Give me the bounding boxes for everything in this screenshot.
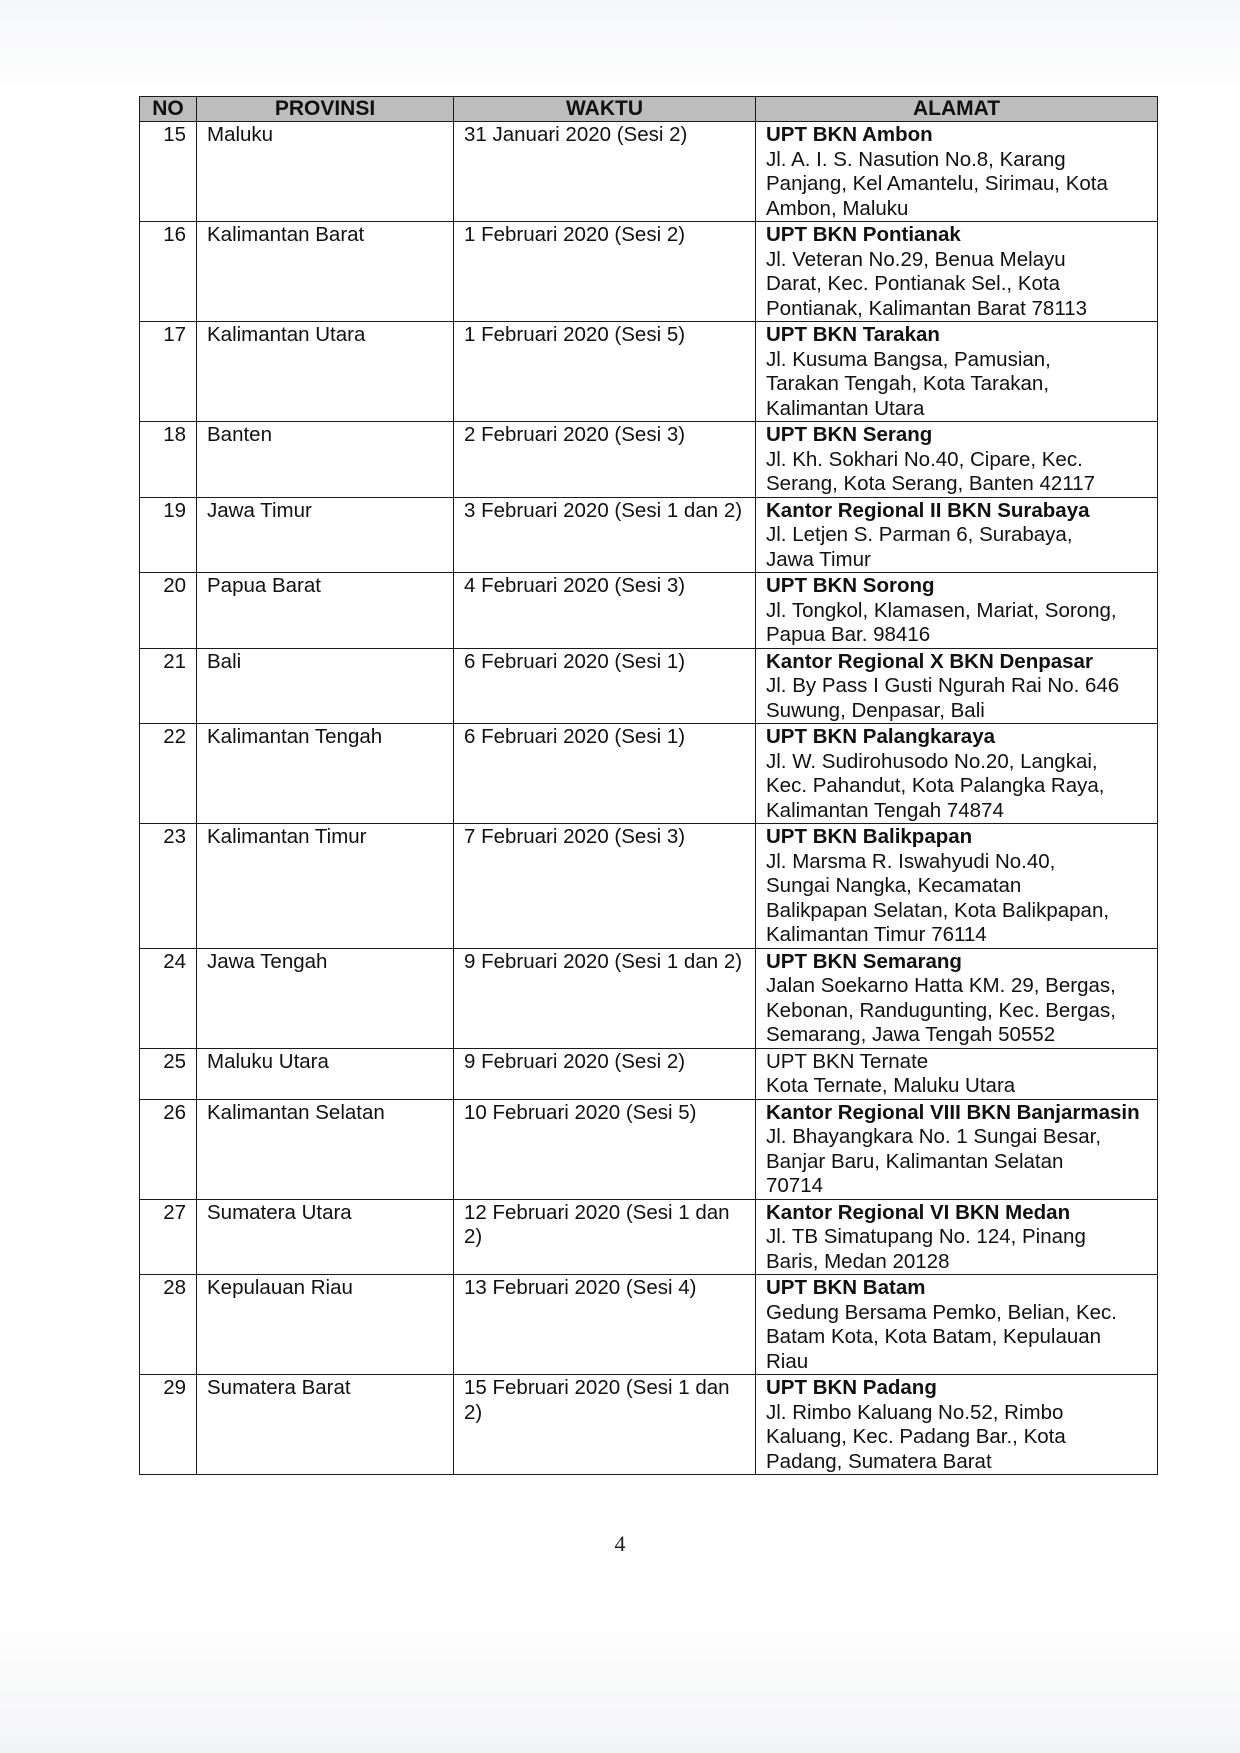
cell-waktu: 1 Februari 2020 (Sesi 5) — [454, 322, 756, 422]
cell-provinsi: Kalimantan Timur — [197, 824, 454, 949]
cell-alamat — [756, 497, 1158, 573]
table-row — [140, 222, 1158, 322]
cell-waktu: 4 Februari 2020 (Sesi 3) — [454, 573, 756, 649]
cell-alamat — [756, 648, 1158, 724]
office-name: UPT BKN Balikpapan — [766, 825, 973, 848]
cell-alamat — [756, 1375, 1158, 1475]
address-line: Kaluang, Kec. Padang Bar., Kota — [766, 1425, 1066, 1448]
page-number: 4 — [614, 1531, 626, 1556]
office-name: Kantor Regional VI BKN Medan — [766, 1200, 1071, 1224]
cell-waktu: 6 Februari 2020 (Sesi 1) — [454, 724, 756, 824]
cell-no: 21 — [140, 648, 197, 724]
address-line: Jl. Kusuma Bangsa, Pamusian, — [766, 347, 1051, 371]
table-row — [140, 573, 1158, 649]
table-row — [140, 1199, 1158, 1275]
cell-provinsi: Maluku Utara — [197, 1048, 454, 1099]
cell-alamat — [756, 1099, 1158, 1199]
header-waktu: WAKTU — [454, 97, 756, 122]
address-line: Riau — [766, 1349, 809, 1373]
address-line: Kalimantan Utara — [766, 396, 925, 420]
cell-provinsi: Kepulauan Riau — [197, 1275, 454, 1375]
cell-provinsi: Papua Barat — [197, 573, 454, 649]
cell-provinsi: Banten — [197, 422, 454, 498]
cell-no: 19 — [140, 497, 197, 573]
cell-waktu: 7 Februari 2020 (Sesi 3) — [454, 824, 756, 949]
cell-no: 26 — [140, 1099, 197, 1199]
table-row — [140, 724, 1158, 824]
cell-alamat — [756, 824, 1158, 949]
table-row — [140, 422, 1158, 498]
cell-provinsi: Maluku — [197, 122, 454, 222]
cell-no: 27 — [140, 1199, 197, 1275]
cell-alamat — [756, 948, 1158, 1048]
address-line: Jl. Marsma R. Iswahyudi No.40, — [766, 849, 1056, 873]
address-line: Jl. Rimbo Kaluang No.52, Rimbo — [766, 1400, 1064, 1424]
cell-waktu: 1 Februari 2020 (Sesi 2) — [454, 222, 756, 322]
address-line: Suwung, Denpasar, Bali — [766, 698, 985, 722]
table-row — [140, 824, 1158, 949]
table-row — [140, 1048, 1158, 1099]
cell-no: 24 — [140, 948, 197, 1048]
header-alamat: ALAMAT — [756, 97, 1158, 122]
cell-alamat — [756, 1199, 1158, 1275]
header-no: NO — [140, 97, 197, 122]
table-header-row — [140, 97, 1158, 122]
cell-alamat — [756, 573, 1158, 649]
office-name: UPT BKN Sorong — [766, 574, 935, 597]
address-line: Jl. Kh. Sokhari No.40, Cipare, Kec. — [766, 447, 1083, 471]
address-line: Batam Kota, Kota Batam, Kepulauan — [766, 1325, 1102, 1348]
table-row — [140, 948, 1158, 1048]
table-row — [140, 497, 1158, 573]
cell-waktu: 9 Februari 2020 (Sesi 1 dan 2) — [454, 948, 756, 1048]
schedule-table-container — [139, 96, 1157, 1475]
cell-waktu: 10 Februari 2020 (Sesi 5) — [454, 1099, 756, 1199]
cell-waktu: 3 Februari 2020 (Sesi 1 dan 2) — [454, 497, 756, 573]
address-line: Jl. A. I. S. Nasution No.8, Karang — [766, 147, 1066, 171]
address-line: Jl. Tongkol, Klamasen, Mariat, Sorong, — [766, 598, 1117, 622]
address-line: Jl. W. Sudirohusodo No.20, Langkai, — [766, 749, 1098, 773]
cell-alamat — [756, 422, 1158, 498]
address-line: Darat, Kec. Pontianak Sel., Kota — [766, 272, 1060, 295]
address-line: 70714 — [766, 1174, 824, 1197]
cell-provinsi: Jawa Timur — [197, 497, 454, 573]
office-name: Kantor Regional II BKN Surabaya — [766, 498, 1090, 522]
address-line: Kalimantan Tengah 74874 — [766, 798, 1004, 822]
cell-no: 18 — [140, 422, 197, 498]
schedule-table — [139, 96, 1158, 1475]
cell-provinsi: Kalimantan Barat — [197, 222, 454, 322]
table-body — [140, 122, 1158, 1475]
address-line: Padang, Sumatera Barat — [766, 1449, 992, 1473]
office-name: UPT BKN Serang — [766, 423, 933, 446]
address-line: Panjang, Kel Amantelu, Sirimau, Kota — [766, 172, 1108, 195]
office-name: UPT BKN Semarang — [766, 949, 962, 973]
table-row — [140, 322, 1158, 422]
table-row — [140, 122, 1158, 222]
address-line: Gedung Bersama Pemko, Belian, Kec. — [766, 1300, 1117, 1324]
address-line: Pontianak, Kalimantan Barat 78113 — [766, 296, 1088, 320]
office-name: UPT BKN Pontianak — [766, 223, 961, 246]
cell-provinsi: Jawa Tengah — [197, 948, 454, 1048]
cell-provinsi: Kalimantan Utara — [197, 322, 454, 422]
address-line: Jl. Veteran No.29, Benua Melayu — [766, 247, 1066, 271]
cell-waktu: 13 Februari 2020 (Sesi 4) — [454, 1275, 756, 1375]
table-row — [140, 1099, 1158, 1199]
cell-alamat — [756, 724, 1158, 824]
address-line: Jl. By Pass I Gusti Ngurah Rai No. 646 — [766, 674, 1120, 697]
cell-provinsi: Kalimantan Tengah — [197, 724, 454, 824]
address-line: Ambon, Maluku — [766, 196, 909, 220]
address-line: Kalimantan Timur 76114 — [766, 923, 987, 946]
address-line: Serang, Kota Serang, Banten 42117 — [766, 472, 1096, 495]
table-row — [140, 648, 1158, 724]
cell-no: 22 — [140, 724, 197, 824]
address-line: Jalan Soekarno Hatta KM. 29, Bergas, — [766, 974, 1116, 997]
address-line: Semarang, Jawa Tengah 50552 — [766, 1023, 1056, 1046]
address-line: Baris, Medan 20128 — [766, 1249, 950, 1273]
cell-waktu: 9 Februari 2020 (Sesi 2) — [454, 1048, 756, 1099]
office-name: UPT BKN Ambon — [766, 123, 933, 146]
address-line: Banjar Baru, Kalimantan Selatan — [766, 1149, 1064, 1173]
cell-provinsi: Kalimantan Selatan — [197, 1099, 454, 1199]
cell-no: 29 — [140, 1375, 197, 1475]
table-row — [140, 1375, 1158, 1475]
cell-waktu: 31 Januari 2020 (Sesi 2) — [454, 122, 756, 222]
cell-alamat — [756, 322, 1158, 422]
cell-alamat — [756, 1275, 1158, 1375]
cell-no: 20 — [140, 573, 197, 649]
cell-provinsi: Bali — [197, 648, 454, 724]
cell-alamat — [756, 1048, 1158, 1099]
header-provinsi: PROVINSI — [197, 97, 454, 122]
office-name: UPT BKN Batam — [766, 1276, 926, 1299]
cell-no: 17 — [140, 322, 197, 422]
office-name: UPT BKN Ternate — [766, 1049, 929, 1073]
cell-alamat — [756, 222, 1158, 322]
office-name: Kantor Regional X BKN Denpasar — [766, 649, 1093, 673]
cell-waktu: 2 Februari 2020 (Sesi 3) — [454, 422, 756, 498]
cell-waktu: 12 Februari 2020 (Sesi 1 dan 2) — [454, 1199, 756, 1275]
address-line: Jl. Bhayangkara No. 1 Sungai Besar, — [766, 1125, 1102, 1148]
office-name: UPT BKN Tarakan — [766, 323, 940, 346]
cell-no: 28 — [140, 1275, 197, 1375]
address-line: Kebonan, Randugunting, Kec. Bergas, — [766, 998, 1116, 1022]
address-line: Tarakan Tengah, Kota Tarakan, — [766, 372, 1050, 395]
address-line: Papua Bar. 98416 — [766, 623, 931, 646]
address-line: Kec. Pahandut, Kota Palangka Raya, — [766, 774, 1105, 797]
cell-no: 15 — [140, 122, 197, 222]
cell-no: 23 — [140, 824, 197, 949]
office-name: UPT BKN Palangkaraya — [766, 725, 996, 748]
office-name: UPT BKN Padang — [766, 1376, 937, 1399]
address-line: Jl. TB Simatupang No. 124, Pinang — [766, 1225, 1086, 1248]
cell-waktu: 6 Februari 2020 (Sesi 1) — [454, 648, 756, 724]
address-line: Balikpapan Selatan, Kota Balikpapan, — [766, 898, 1110, 922]
address-line: Jl. Letjen S. Parman 6, Surabaya, — [766, 523, 1073, 546]
office-name: Kantor Regional VIII BKN Banjarmasin — [766, 1100, 1140, 1124]
cell-no: 16 — [140, 222, 197, 322]
cell-provinsi: Sumatera Barat — [197, 1375, 454, 1475]
address-line: Kota Ternate, Maluku Utara — [766, 1074, 1016, 1097]
table-row — [140, 1275, 1158, 1375]
address-line: Jawa Timur — [766, 547, 871, 571]
cell-no: 25 — [140, 1048, 197, 1099]
address-line: Sungai Nangka, Kecamatan — [766, 874, 1022, 897]
cell-alamat — [756, 122, 1158, 222]
cell-provinsi: Sumatera Utara — [197, 1199, 454, 1275]
cell-waktu: 15 Februari 2020 (Sesi 1 dan 2) — [454, 1375, 756, 1475]
